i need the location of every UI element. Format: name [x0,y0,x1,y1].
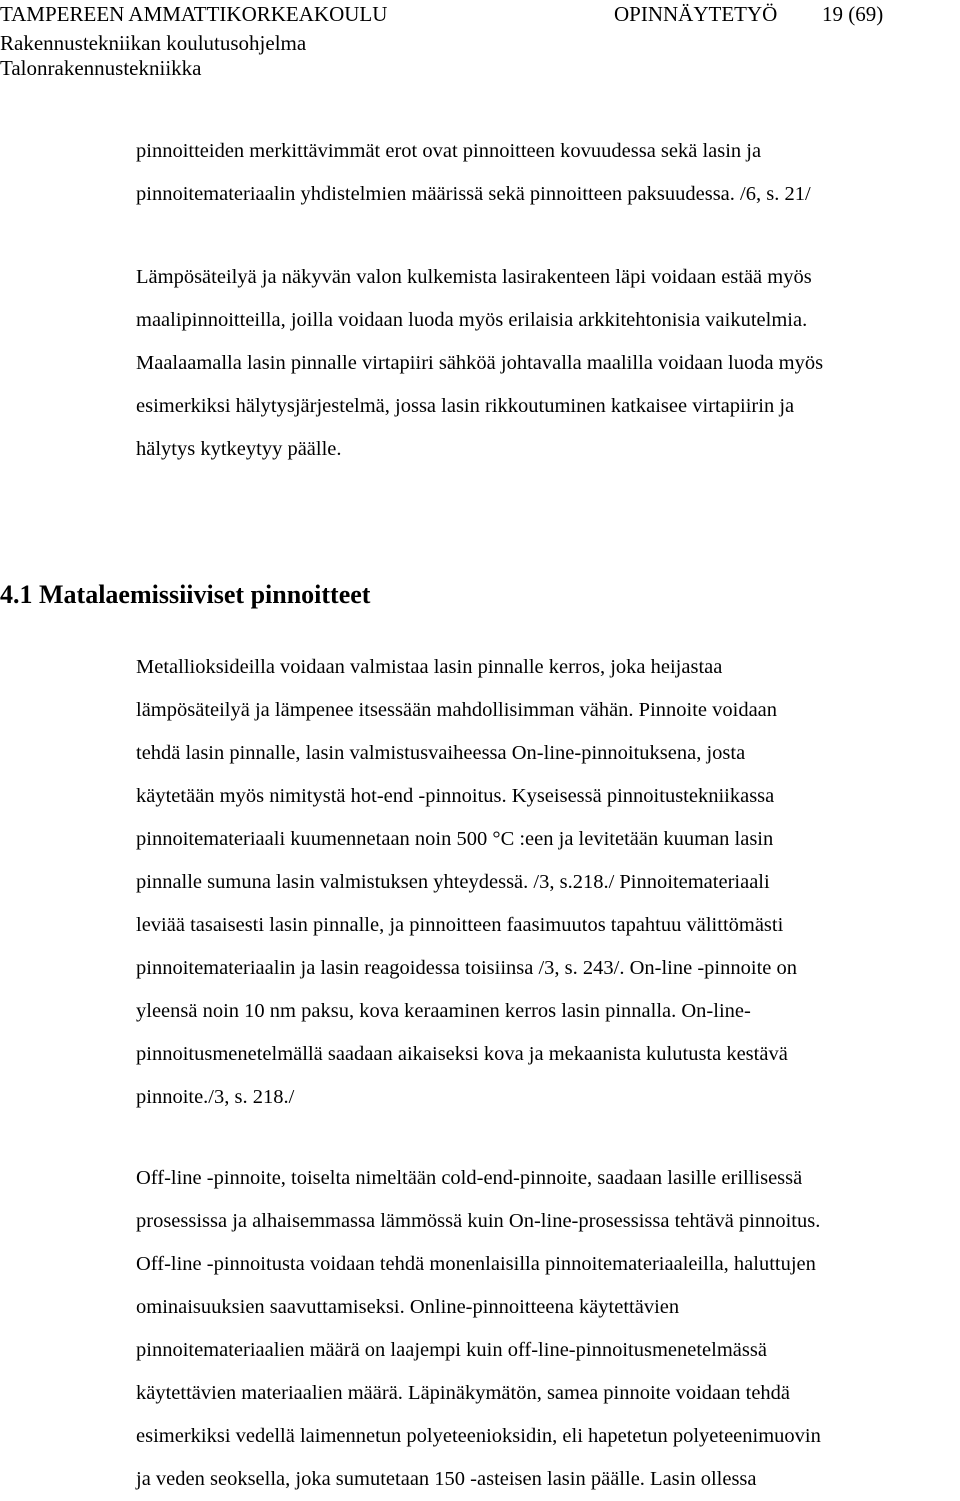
text-line: tehdä lasin pinnalle, lasin valmistusvaiheessa On-line-pinnoituksena, josta [136,742,746,764]
text-line: yleensä noin 10 nm paksu, kova keraaminen kerros lasin pinnalla. On-line- [136,1000,751,1022]
text-line: leviää tasaisesti lasin pinnalle, ja pinnoitteen faasimuutos tapahtuu välittömästi [136,914,784,936]
text-line: hälytys kytkeytyy päälle. [136,438,342,460]
paragraph-1 [136,130,936,216]
header-institution: TAMPEREEN AMMATTIKORKEAKOULU [0,2,388,26]
paragraph-2 [136,256,936,471]
text-line: ja veden seoksella, joka sumutetaan 150 -asteisen lasin päälle. Lasin ollessa [136,1468,757,1490]
text-line: pinnoitemateriaalien määrä on laajempi kuin off-line-pinnoitusmenetelmässä [136,1339,767,1361]
text-line: pinnoitteiden merkittävimmät erot ovat pinnoitteen kovuudessa sekä lasin ja [136,140,762,162]
text-line: pinnalle sumuna lasin valmistuksen yhteydessä. /3, s.218./ Pinnoitemateriaali [136,871,770,893]
text-line: pinnoitusmenetelmällä saadaan aikaiseksi kova ja mekaanista kulutusta kestävä [136,1043,788,1065]
paragraph-3 [136,646,936,1119]
text-line: Maalaamalla lasin pinnalle virtapiiri sähköä johtavalla maalilla voidaan luoda myös [136,352,824,374]
text-line: prosessissa ja alhaisemmassa lämmössä kuin On-line-prosessissa tehtävä pinnoitus. [136,1210,821,1232]
section-heading: 4.1 Matalaemissiiviset pinnoitteet [0,580,371,609]
text-line: ominaisuuksien saavuttamiseksi. Online-pinnoitteena käytettävien [136,1296,680,1318]
text-line: Off-line -pinnoite, toiselta nimeltään cold-end-pinnoite, saadaan lasille erillisessä [136,1167,803,1189]
header-doc-type: OPINNÄYTETYÖ [614,2,778,26]
text-line: Lämpösäteilyä ja näkyvän valon kulkemista lasirakenteen läpi voidaan estää myös [136,266,812,288]
text-line: Metallioksideilla voidaan valmistaa lasin pinnalle kerros, joka heijastaa [136,656,723,678]
header-page-number: 19 (69) [822,2,884,26]
text-line: pinnoitemateriaali kuumennetaan noin 500 °C :een ja levitetään kuuman lasin [136,828,774,850]
text-line: pinnoite./3, s. 218./ [136,1086,295,1108]
text-line: käytetään myös nimitystä hot-end -pinnoitus. Kyseisessä pinnoitustekniikassa [136,785,775,807]
text-line: pinnoitemateriaalin ja lasin reagoidessa toisiinsa /3, s. 243/. On-line -pinnoite on [136,957,797,979]
paragraph-4 [136,1157,936,1501]
text-line: maalipinnoitteilla, joilla voidaan luoda myös erilaisia arkkitehtonisia vaikutelmia. [136,309,808,331]
text-line: Off-line -pinnoitusta voidaan tehdä monenlaisilla pinnoitemateriaaleilla, haluttujen [136,1253,816,1275]
text-line: esimerkiksi vedellä laimennetun polyeteenioksidin, eli hapetetun polyeteenimuovin [136,1425,821,1447]
text-line: pinnoitemateriaalin yhdistelmien määrissä sekä pinnoitteen paksuudessa. /6, s. 21/ [136,183,811,205]
text-line: lämpösäteilyä ja lämpenee itsessään mahdollisimman vähän. Pinnoite voidaan [136,699,778,721]
text-line: käytettävien materiaalien määrä. Läpinäkymätön, samea pinnoite voidaan tehdä [136,1382,791,1404]
header-program: Rakennustekniikan koulutusohjelma [0,31,307,55]
text-line: esimerkiksi hälytysjärjestelmä, jossa lasin rikkoutuminen katkaisee virtapiirin ja [136,395,795,417]
header-specialization: Talonrakennustekniikka [0,56,202,80]
